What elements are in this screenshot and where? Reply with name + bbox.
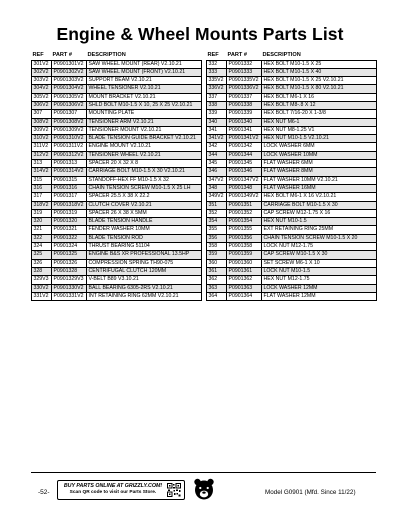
table-row xyxy=(32,201,202,209)
ref-cell: 306V2 xyxy=(32,101,52,109)
description-cell: FLAT WASHER 8MM xyxy=(262,168,377,176)
table-row xyxy=(207,77,377,85)
part-number-cell: P0901304V2 xyxy=(52,85,87,93)
table-row xyxy=(207,276,377,284)
description-cell: EXT RETAINING RING 25MM xyxy=(262,226,377,234)
ref-cell: 322 xyxy=(32,234,52,242)
table-row xyxy=(32,118,202,126)
description-cell: HEX NUT M8-1.25 V1 xyxy=(262,126,377,134)
part-number-cell: P0901312V2 xyxy=(52,151,87,159)
part-number-cell: P0901348 xyxy=(227,184,262,192)
description-cell: FLAT WASHER 6MM xyxy=(262,160,377,168)
ref-cell: 302V2 xyxy=(32,68,52,76)
part-number-cell: P0901340 xyxy=(227,118,262,126)
part-number-cell: P0901329V3 xyxy=(52,276,87,284)
part-number-cell: P0901346 xyxy=(227,168,262,176)
part-number-cell: P0901318V2 xyxy=(52,201,87,209)
description-cell: BLADE TENSION GUIDE BRACKET V2.10.21 xyxy=(87,135,202,143)
ref-cell: 363 xyxy=(207,284,227,292)
description-cell: HEX BOLT M10-1.5 X 80 V2.10.21 xyxy=(262,85,377,93)
ref-cell: 352 xyxy=(207,209,227,217)
description-cell: LOCK NUT M12-1.75 xyxy=(262,243,377,251)
description-cell: LOCK NUT M10-1.5 xyxy=(262,267,377,275)
description-cell: CARRIAGE BOLT M10-1.5 X 30 V2.10.21 xyxy=(87,168,202,176)
ref-cell: 325 xyxy=(32,251,52,259)
ref-cell: 301V2 xyxy=(32,60,52,68)
ref-cell: 303V2 xyxy=(32,77,52,85)
description-cell: SAW WHEEL MOUNT (REAR) V2.10.21 xyxy=(87,60,202,68)
ref-cell: 321 xyxy=(32,226,52,234)
part-number-cell: P0901301V2 xyxy=(52,60,87,68)
description-cell: CARRIAGE BOLT M10-1.5 X 30 xyxy=(262,201,377,209)
ref-cell: 348 xyxy=(207,184,227,192)
ref-cell: 304V2 xyxy=(32,85,52,93)
description-cell: CAP SCREW M12-1.75 X 16 xyxy=(262,209,377,217)
part-number-cell: P0901337 xyxy=(227,93,262,101)
description-cell: HEX BOLT M10-1.5 X 25 V2.10.21 xyxy=(262,77,377,85)
table-row xyxy=(207,292,377,300)
part-number-cell: P0901363 xyxy=(227,284,262,292)
ref-cell: 354 xyxy=(207,218,227,226)
table-row xyxy=(32,251,202,259)
description-cell: MOUNT BRACKET V2.10.21 xyxy=(87,93,202,101)
table-row xyxy=(32,135,202,143)
table-row xyxy=(32,209,202,217)
table-row xyxy=(207,267,377,275)
header-part: PART # xyxy=(52,52,72,59)
part-number-cell: P0901303V2 xyxy=(52,77,87,85)
part-number-cell: P0901320 xyxy=(52,218,87,226)
ref-cell: 328 xyxy=(32,267,52,275)
part-number-cell: P0901302V2 xyxy=(52,68,87,76)
description-cell: SHLD BOLT M10-1.5 X 10, 25 X 25 V2.10.21 xyxy=(87,101,202,109)
description-cell: SUPPORT BEAM V2.10.21 xyxy=(87,77,202,85)
table-row xyxy=(32,93,202,101)
ref-cell: 307 xyxy=(32,110,52,118)
description-cell: HEX NUT M10-1.5 xyxy=(262,218,377,226)
table-row xyxy=(32,284,202,292)
ref-cell: 314V2 xyxy=(32,168,52,176)
description-cell: WHEEL TENSIONER V2.10.21 xyxy=(87,85,202,93)
table-row xyxy=(32,267,202,275)
header-description: DESCRIPTION xyxy=(87,52,126,59)
part-number-cell: P0901322 xyxy=(52,234,87,242)
parts-store-promo[interactable] xyxy=(57,480,185,500)
ref-cell: 332 xyxy=(207,60,227,68)
table-row xyxy=(207,93,377,101)
description-cell: V-BELT B89 V3.10.21 xyxy=(87,276,202,284)
part-number-cell: P0901306V2 xyxy=(52,101,87,109)
part-number-cell: P0901351 xyxy=(227,201,262,209)
table-row xyxy=(207,85,377,93)
description-cell: THRUST BEARING 51104 xyxy=(87,243,202,251)
table-row xyxy=(32,218,202,226)
description-cell: SET SCREW M6-1 X 10 xyxy=(262,259,377,267)
description-cell: HEX BOLT M10-1.5 X 40 xyxy=(262,68,377,76)
table-row xyxy=(207,201,377,209)
table-row xyxy=(32,234,202,242)
ref-cell: 329V3 xyxy=(32,276,52,284)
ref-cell: 333 xyxy=(207,68,227,76)
part-number-cell: P0901307 xyxy=(52,110,87,118)
table-row xyxy=(207,151,377,159)
ref-cell: 361 xyxy=(207,267,227,275)
part-number-cell: P0901308V2 xyxy=(52,118,87,126)
header-description: DESCRIPTION xyxy=(262,52,301,59)
description-cell: FLAT WASHER 16MM xyxy=(262,184,377,192)
part-number-cell: P0901358 xyxy=(227,243,262,251)
part-number-cell: P0901326 xyxy=(52,259,87,267)
part-number-cell: P0901328 xyxy=(52,267,87,275)
ref-cell: 326 xyxy=(32,259,52,267)
table-row xyxy=(207,234,377,242)
description-cell: BLADE TENSION HANDLE xyxy=(87,218,202,226)
table-row xyxy=(32,101,202,109)
table-row xyxy=(32,60,202,68)
table-row xyxy=(207,193,377,201)
description-cell: TENSIONER MOUNT V2.10.21 xyxy=(87,126,202,134)
ref-cell: 331V2 xyxy=(32,292,52,300)
description-cell: BLADE TENSION ROD xyxy=(87,234,202,242)
description-cell: HEX BOLT M10-1.5 X 25 xyxy=(262,60,377,68)
description-cell: LOCK WASHER 10MM xyxy=(262,151,377,159)
ref-cell: 316 xyxy=(32,184,52,192)
ref-cell: 341 xyxy=(207,126,227,134)
part-number-cell: P0901341 xyxy=(227,126,262,134)
part-number-cell: P0901317 xyxy=(52,193,87,201)
part-number-cell: P0901305V2 xyxy=(52,93,87,101)
description-cell: ENGINE MOUNT V2.10.21 xyxy=(87,143,202,151)
ref-cell: 362 xyxy=(207,276,227,284)
table-row xyxy=(32,143,202,151)
part-number-cell: P0901355 xyxy=(227,226,262,234)
part-number-cell: P0901309V2 xyxy=(52,126,87,134)
ref-cell: 346 xyxy=(207,168,227,176)
table-header xyxy=(207,52,377,60)
description-cell: LOCK WASHER 12MM xyxy=(262,284,377,292)
table-row xyxy=(207,168,377,176)
table-row xyxy=(32,168,202,176)
promo-headline: BUY PARTS ONLINE AT GRIZZLY.COM! xyxy=(63,483,163,489)
ref-cell: 341V2 xyxy=(207,135,227,143)
ref-cell: 344 xyxy=(207,151,227,159)
ref-cell: 356 xyxy=(207,234,227,242)
part-number-cell: P0901311V2 xyxy=(52,143,87,151)
table-row xyxy=(207,101,377,109)
table-row xyxy=(32,85,202,93)
part-number-cell: P0901325 xyxy=(52,251,87,259)
table-row xyxy=(207,226,377,234)
description-cell: HEX BOLT M6-1 X 16 V2.10.21 xyxy=(262,193,377,201)
ref-cell: 355 xyxy=(207,226,227,234)
ref-cell: 351 xyxy=(207,201,227,209)
ref-cell: 345 xyxy=(207,160,227,168)
page-number: -52- xyxy=(38,489,50,496)
ref-cell: 308V2 xyxy=(32,118,52,126)
ref-cell: 318V2 xyxy=(32,201,52,209)
description-cell: ENGINE B&S XR PROFESSIONAL 13.5HP xyxy=(87,251,202,259)
model-label: Model G0901 (Mfd. Since 11/22) xyxy=(265,489,356,496)
description-cell: FLAT WASHER 10MM V2.10.21 xyxy=(262,176,377,184)
description-cell: LOCK WASHER 6MM xyxy=(262,143,377,151)
ref-cell: 359 xyxy=(207,251,227,259)
part-number-cell: P0901338 xyxy=(227,101,262,109)
parts-tables xyxy=(31,52,376,301)
part-number-cell: P0901361 xyxy=(227,267,262,275)
table-row xyxy=(32,151,202,159)
table-row xyxy=(32,160,202,168)
table-row xyxy=(207,110,377,118)
part-number-cell: P0901315 xyxy=(52,176,87,184)
part-number-cell: P0901310V2 xyxy=(52,135,87,143)
table-row xyxy=(207,251,377,259)
description-cell: HEX NUT M12-1.75 xyxy=(262,276,377,284)
part-number-cell: P0901339 xyxy=(227,110,262,118)
ref-cell: 324 xyxy=(32,243,52,251)
part-number-cell: P0901316 xyxy=(52,184,87,192)
description-cell: FLAT WASHER 12MM xyxy=(262,292,377,300)
table-row xyxy=(207,135,377,143)
table-row xyxy=(207,209,377,217)
table-row xyxy=(32,176,202,184)
ref-cell: 342 xyxy=(207,143,227,151)
table-row xyxy=(207,259,377,267)
table-row xyxy=(207,126,377,134)
grizzly-bear-logo-icon xyxy=(193,477,215,501)
table-row xyxy=(207,160,377,168)
table-row xyxy=(32,276,202,284)
table-row xyxy=(32,77,202,85)
ref-cell: 337 xyxy=(207,93,227,101)
part-number-cell: P0901324 xyxy=(52,243,87,251)
description-cell: SPACER 25.5 X 38 X 22.2 xyxy=(87,193,202,201)
table-row xyxy=(207,218,377,226)
part-number-cell: P0901336V2 xyxy=(227,85,262,93)
part-number-cell: P0901349V2 xyxy=(227,193,262,201)
table-row xyxy=(32,126,202,134)
description-cell: HEX BOLT 7/16-20 X 1-3/8 xyxy=(262,110,377,118)
part-number-cell: P0901321 xyxy=(52,226,87,234)
description-cell: COMPRESSION SPRING TH90-075 xyxy=(87,259,202,267)
table-row xyxy=(32,110,202,118)
part-number-cell: P0901331V2 xyxy=(52,292,87,300)
parts-table-left xyxy=(31,52,202,301)
ref-cell: 305V2 xyxy=(32,93,52,101)
table-row xyxy=(32,68,202,76)
ref-cell: 319 xyxy=(32,209,52,217)
description-cell: INT RETAINING RING 62MM V2.10.21 xyxy=(87,292,202,300)
ref-cell: 358 xyxy=(207,243,227,251)
ref-cell: 335V2 xyxy=(207,77,227,85)
table-row xyxy=(207,176,377,184)
table-row xyxy=(207,60,377,68)
ref-cell: 338 xyxy=(207,101,227,109)
ref-cell: 311V2 xyxy=(32,143,52,151)
description-cell: MOUNTING PLATE xyxy=(87,110,202,118)
ref-cell: 310V2 xyxy=(32,135,52,143)
part-number-cell: P0901354 xyxy=(227,218,262,226)
description-cell: CAP SCREW M10-1.5 X 30 xyxy=(262,251,377,259)
description-cell: STANDOFF-HEX FF M10-1.5 X 32 xyxy=(87,176,202,184)
promo-subtext: Scan QR code to visit our Parts Store. xyxy=(69,490,157,495)
part-number-cell: P0901360 xyxy=(227,259,262,267)
part-number-cell: P0901364 xyxy=(227,292,262,300)
page-title: Engine & Wheel Mounts Parts List xyxy=(56,24,344,44)
part-number-cell: P0901332 xyxy=(227,60,262,68)
ref-cell: 312V2 xyxy=(32,151,52,159)
part-number-cell: P0901341V2 xyxy=(227,135,262,143)
table-row xyxy=(207,184,377,192)
description-cell: HEX NUT M6-1 xyxy=(262,118,377,126)
table-row xyxy=(207,68,377,76)
ref-cell: 315 xyxy=(32,176,52,184)
part-number-cell: P0901313 xyxy=(52,160,87,168)
ref-cell: 360 xyxy=(207,259,227,267)
table-row xyxy=(32,184,202,192)
description-cell: CHAIN TENSION SCREW M10-1.5 X 20 xyxy=(262,234,377,242)
part-number-cell: P0901352 xyxy=(227,209,262,217)
description-cell: FENDER WASHER 10MM xyxy=(87,226,202,234)
table-row xyxy=(207,284,377,292)
description-cell: TENSIONER ARM V2.10.21 xyxy=(87,118,202,126)
ref-cell: 330V2 xyxy=(32,284,52,292)
header-part: PART # xyxy=(227,52,247,59)
part-number-cell: P0901342 xyxy=(227,143,262,151)
ref-cell: 336V2 xyxy=(207,85,227,93)
part-number-cell: P0901330V2 xyxy=(52,284,87,292)
ref-cell: 320 xyxy=(32,218,52,226)
header-ref: REF xyxy=(207,52,219,59)
parts-table-right xyxy=(206,52,377,301)
ref-cell: 364 xyxy=(207,292,227,300)
part-number-cell: P0901333 xyxy=(227,68,262,76)
table-row xyxy=(207,243,377,251)
table-row xyxy=(32,243,202,251)
description-cell: SPACER 26 X 38 X 5MM xyxy=(87,209,202,217)
table-row xyxy=(207,143,377,151)
ref-cell: 347V2 xyxy=(207,176,227,184)
description-cell: CLUTCH COVER V2.10.21 xyxy=(87,201,202,209)
description-cell: CENTRIFUGAL CLUTCH 120MM xyxy=(87,267,202,275)
part-number-cell: P0901319 xyxy=(52,209,87,217)
ref-cell: 309V2 xyxy=(32,126,52,134)
ref-cell: 317 xyxy=(32,193,52,201)
ref-cell: 349V2 xyxy=(207,193,227,201)
description-cell: CHAIN TENSION SCREW M10-1.5 X 25 LH xyxy=(87,184,202,192)
part-number-cell: P0901344 xyxy=(227,151,262,159)
ref-cell: 313 xyxy=(32,160,52,168)
part-number-cell: P0901356 xyxy=(227,234,262,242)
part-number-cell: P0901345 xyxy=(227,160,262,168)
part-number-cell: P0901314V2 xyxy=(52,168,87,176)
table-row xyxy=(32,292,202,300)
qr-code-icon[interactable] xyxy=(167,483,181,497)
description-cell: HEX NUT M10-1.5 V2.10.21 xyxy=(262,135,377,143)
table-header xyxy=(32,52,202,60)
footer-divider xyxy=(31,472,376,473)
description-cell: HEX BOLT M6-1 X 16 xyxy=(262,93,377,101)
ref-cell: 339 xyxy=(207,110,227,118)
description-cell: HEX BOLT M8-.8 X 12 xyxy=(262,101,377,109)
part-number-cell: P0901359 xyxy=(227,251,262,259)
table-row xyxy=(32,226,202,234)
description-cell: SAW WHEEL MOUNT (FRONT) V2.10.21 xyxy=(87,68,202,76)
table-row xyxy=(32,193,202,201)
part-number-cell: P0901362 xyxy=(227,276,262,284)
description-cell: BALL BEARING 6305-2RS V2.10.21 xyxy=(87,284,202,292)
part-number-cell: P0901347V2 xyxy=(227,176,262,184)
part-number-cell: P0901335V2 xyxy=(227,77,262,85)
table-row xyxy=(207,118,377,126)
table-row xyxy=(32,259,202,267)
description-cell: SPACER 20 X 32 X 8 xyxy=(87,160,202,168)
ref-cell: 340 xyxy=(207,118,227,126)
description-cell: TENSIONER WHEEL V2.10.21 xyxy=(87,151,202,159)
header-ref: REF xyxy=(32,52,44,59)
